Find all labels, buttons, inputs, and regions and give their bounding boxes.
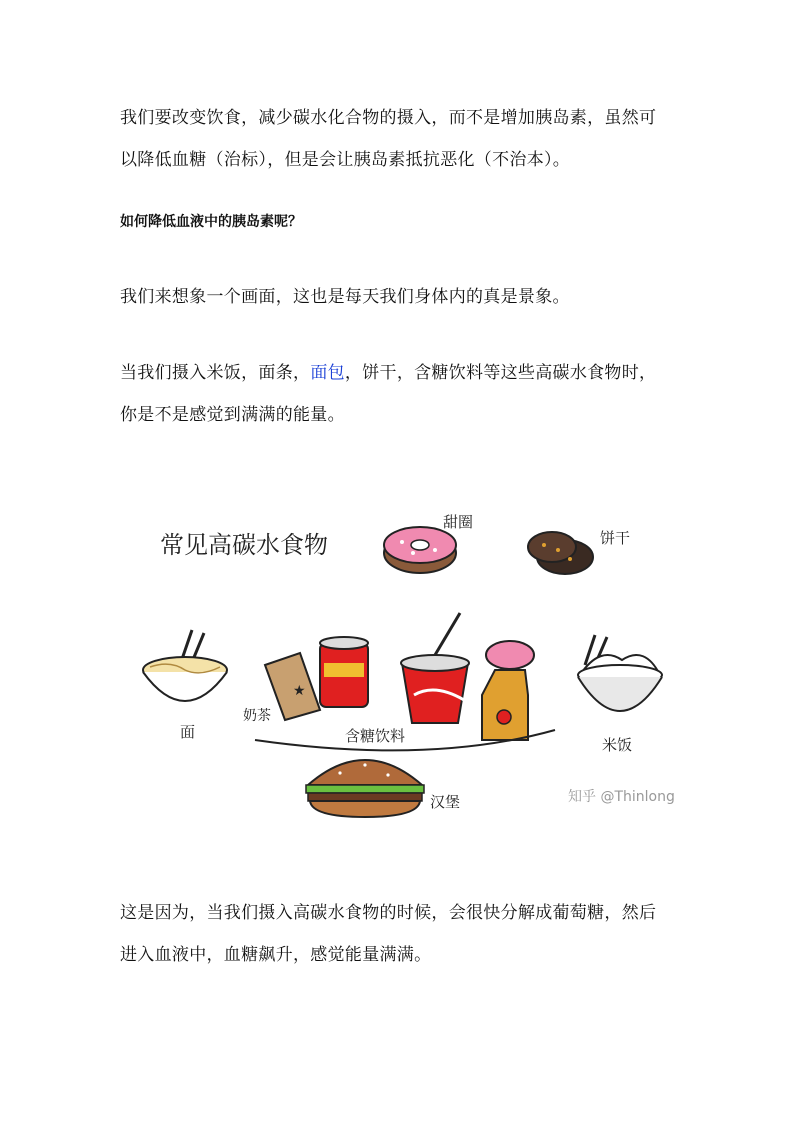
paragraph-3-line-2: 你是不是感觉到满满的能量。 — [120, 405, 345, 425]
paragraph-1-line-2: 以降低血糖（治标），但是会让胰岛素抵抗恶化（不治本）。 — [120, 150, 571, 170]
soft-drink-cup-icon — [401, 613, 469, 723]
bread-link[interactable]: 面包 — [310, 363, 345, 383]
illustration-title: 常见高碳水食物 — [160, 531, 328, 559]
paragraph-4 — [120, 892, 680, 976]
watermark: 知乎 @Thinlong — [568, 789, 675, 805]
high-carb-foods-illustration — [130, 495, 690, 835]
paragraph-1-line-1: 我们要改变饮食，减少碳水化合物的摄入，而不是增加胰岛素，虽然可 — [120, 108, 657, 128]
paragraph-3-line-1 — [120, 352, 680, 394]
paragraph-3 — [120, 352, 680, 436]
paragraph-1 — [120, 97, 680, 181]
donut-icon — [384, 527, 456, 573]
burger-label: 汉堡 — [430, 793, 461, 811]
milk-tea-icon — [265, 653, 320, 720]
section-heading: 如何降低血液中的胰岛素呢？ — [120, 214, 302, 230]
donut-label: 甜圈 — [443, 513, 474, 531]
bottled-drink-icon — [482, 641, 534, 740]
noodle-bowl-icon — [143, 630, 227, 701]
rice-bowl-icon — [578, 635, 662, 711]
sugary-drinks-label: 含糖饮料 — [345, 727, 406, 745]
burger-icon — [306, 760, 424, 817]
biscuit-label: 饼干 — [600, 529, 631, 547]
paragraph-4-line-2: 进入血液中，血糖飙升，感觉能量满满。 — [120, 945, 432, 965]
rice-label: 米饭 — [602, 736, 633, 754]
noodles-label: 面 — [180, 723, 196, 741]
milk-tea-label: 奶茶 — [243, 708, 271, 724]
paragraph-3-text-a: 当我们摄入米饭，面条， — [120, 363, 311, 383]
paragraph-3-text-b: ，饼干，含糖饮料等这些高碳水食物时， — [344, 363, 657, 383]
paragraph-2: 我们来想象一个画面，这也是每天我们身体内的真是景象。 — [120, 287, 570, 307]
paragraph-4-line-1: 这是因为，当我们摄入高碳水食物的时候，会很快分解成葡萄糖，然后 — [120, 903, 657, 923]
soda-can-icon — [320, 637, 368, 707]
biscuit-icon — [528, 532, 593, 574]
svg-text:★: ★ — [293, 683, 306, 699]
